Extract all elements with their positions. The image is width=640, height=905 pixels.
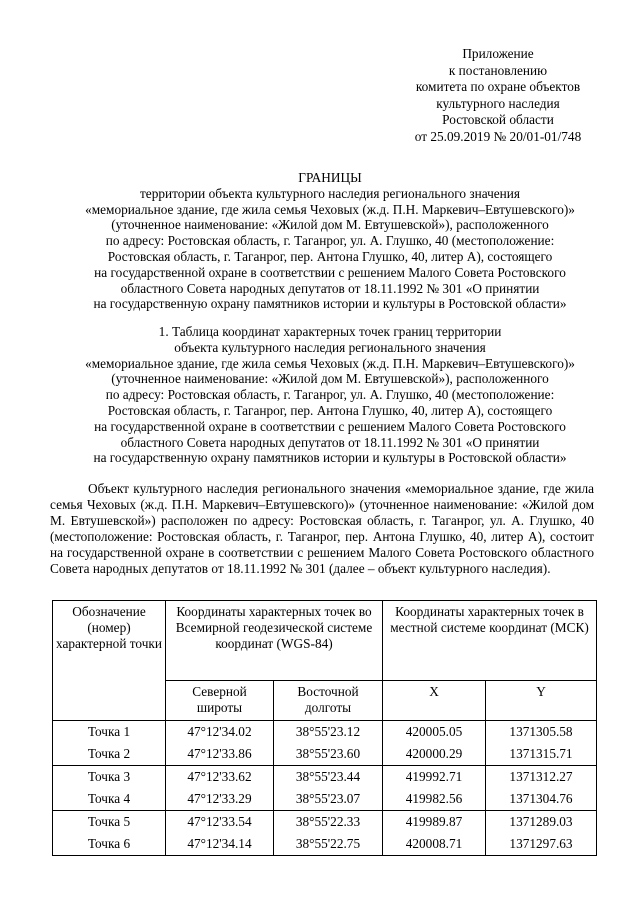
table-header-row bbox=[53, 601, 597, 681]
borders-line: (уточненное наименование: «Жилой дом М. Евтушевской»), расположенного bbox=[111, 217, 549, 233]
cell-x: 420008.71 bbox=[383, 833, 486, 856]
appendix-line: комитета по охране объектов bbox=[415, 79, 581, 95]
table-heading-line: (уточненное наименование: «Жилой дом М. Евтушевской»), расположенного bbox=[111, 371, 549, 387]
header-east-longitude: Восточной долготы bbox=[274, 681, 383, 721]
borders-line: «мемориальное здание, где жила семья Чеховых (ж.д. П.Н. Маркевич–Евтушевского)» bbox=[85, 201, 575, 217]
table-row bbox=[53, 833, 597, 856]
borders-title: ГРАНИЦЫ bbox=[298, 170, 362, 185]
cell-lat: 47°12'34.02 bbox=[166, 721, 274, 744]
cell-lat: 47°12'33.62 bbox=[166, 766, 274, 789]
cell-point: Точка 5 bbox=[53, 811, 166, 834]
header-msk: Координаты характерных точек в местной системе координат (МСК) bbox=[383, 601, 597, 681]
header-north-latitude: Северной широты bbox=[166, 681, 274, 721]
table-row bbox=[53, 721, 597, 744]
cell-point: Точка 6 bbox=[53, 833, 166, 856]
cell-lon: 38°55'23.60 bbox=[274, 743, 383, 766]
table-heading-block bbox=[50, 324, 610, 466]
appendix-header bbox=[398, 46, 598, 146]
cell-point: Точка 4 bbox=[53, 788, 166, 811]
table-heading-line: Ростовская область, г. Таганрог, пер. Антона Глушко, 40, литер А), состоящего bbox=[107, 402, 553, 418]
borders-title-block bbox=[50, 170, 610, 312]
cell-lat: 47°12'34.14 bbox=[166, 833, 274, 856]
appendix-line: Ростовской области bbox=[442, 112, 554, 128]
cell-x: 419989.87 bbox=[383, 811, 486, 834]
table-heading-line: на государственной охране в соответствии с решением Малого Совета Ростовского bbox=[94, 418, 566, 434]
cell-x: 420000.29 bbox=[383, 743, 486, 766]
header-point-designation: Обозначение (номер) характерной точки bbox=[53, 601, 166, 721]
cell-lon: 38°55'23.07 bbox=[274, 788, 383, 811]
cell-lat: 47°12'33.54 bbox=[166, 811, 274, 834]
borders-line: областного Совета народных депутатов от 18.11.1992 № 301 «О принятии bbox=[120, 280, 540, 296]
appendix-line: от 25.09.2019 № 20/01-01/748 bbox=[414, 128, 582, 144]
borders-line: на государственной охране в соответствии с решением Малого Совета Ростовского bbox=[94, 264, 566, 280]
appendix-line: культурного наследия bbox=[436, 95, 560, 111]
table-row bbox=[53, 811, 597, 834]
header-wgs84: Координаты характерных точек во Всемирной геодезической системе координат (WGS-84) bbox=[166, 601, 383, 681]
table-heading-line: по адресу: Ростовская область, г. Таганрог, ул. А. Глушко, 40 (местоположение: bbox=[105, 387, 555, 403]
cell-x: 419982.56 bbox=[383, 788, 486, 811]
table-heading-line: на государственную охрану памятников истории и культуры в Ростовской области» bbox=[93, 450, 567, 466]
cell-y: 1371297.63 bbox=[486, 833, 597, 856]
cell-x: 419992.71 bbox=[383, 766, 486, 789]
borders-line: территории объекта культурного наследия регионального значения bbox=[139, 185, 521, 201]
table-heading-line: объекта культурного наследия регионального значения bbox=[174, 339, 486, 355]
cell-point: Точка 2 bbox=[53, 743, 166, 766]
cell-y: 1371304.76 bbox=[486, 788, 597, 811]
table-heading-line: 1. Таблица координат характерных точек границ территории bbox=[158, 324, 502, 339]
header-x: X bbox=[383, 681, 486, 721]
header-y: Y bbox=[486, 681, 597, 721]
cell-y: 1371289.03 bbox=[486, 811, 597, 834]
appendix-line: к постановлению bbox=[448, 62, 548, 78]
cell-x: 420005.05 bbox=[383, 721, 486, 744]
borders-line: Ростовская область, г. Таганрог, пер. Антона Глушко, 40, литер А), состоящего bbox=[107, 248, 553, 264]
borders-line: на государственную охрану памятников истории и культуры в Ростовской области» bbox=[93, 296, 567, 312]
cell-lon: 38°55'23.44 bbox=[274, 766, 383, 789]
borders-line: по адресу: Ростовская область, г. Таганрог, ул. А. Глушко, 40 (местоположение: bbox=[105, 233, 555, 249]
cell-y: 1371305.58 bbox=[486, 721, 597, 744]
object-description: Объект культурного наследия регионального значения «мемориальное здание, где жила семья Чеховых (ж.д. П.Н. Маркевич–Евтушевского)» (уточненное наименование: «Жилой дом М. Евтушевской») расположен по адресу: Ростовская область, г. Таганрог, ул. А. Глушко, 40 (местоположение: Ростовская область, г. Таганрог, пер. Антона Глушко, 40, литер А), состоит на государственной охране в соответствии с решением Малого Совета Ростовского областного Совета народных депутатов от 18.11.1992 № 301 (далее – объект культурного наследия). bbox=[50, 481, 594, 576]
cell-y: 1371312.27 bbox=[486, 766, 597, 789]
cell-lat: 47°12'33.86 bbox=[166, 743, 274, 766]
appendix-line: Приложение bbox=[462, 46, 534, 61]
table-heading-line: «мемориальное здание, где жила семья Чеховых (ж.д. П.Н. Маркевич–Евтушевского)» bbox=[85, 355, 575, 371]
table-heading-line: областного Совета народных депутатов от 18.11.1992 № 301 «О принятии bbox=[120, 434, 540, 450]
cell-y: 1371315.71 bbox=[486, 743, 597, 766]
table-row bbox=[53, 766, 597, 789]
cell-lon: 38°55'22.33 bbox=[274, 811, 383, 834]
table-row bbox=[53, 743, 597, 766]
cell-lon: 38°55'22.75 bbox=[274, 833, 383, 856]
cell-point: Точка 1 bbox=[53, 721, 166, 744]
cell-point: Точка 3 bbox=[53, 766, 166, 789]
cell-lat: 47°12'33.29 bbox=[166, 788, 274, 811]
coordinates-table bbox=[52, 600, 597, 856]
cell-lon: 38°55'23.12 bbox=[274, 721, 383, 744]
table-row bbox=[53, 788, 597, 811]
